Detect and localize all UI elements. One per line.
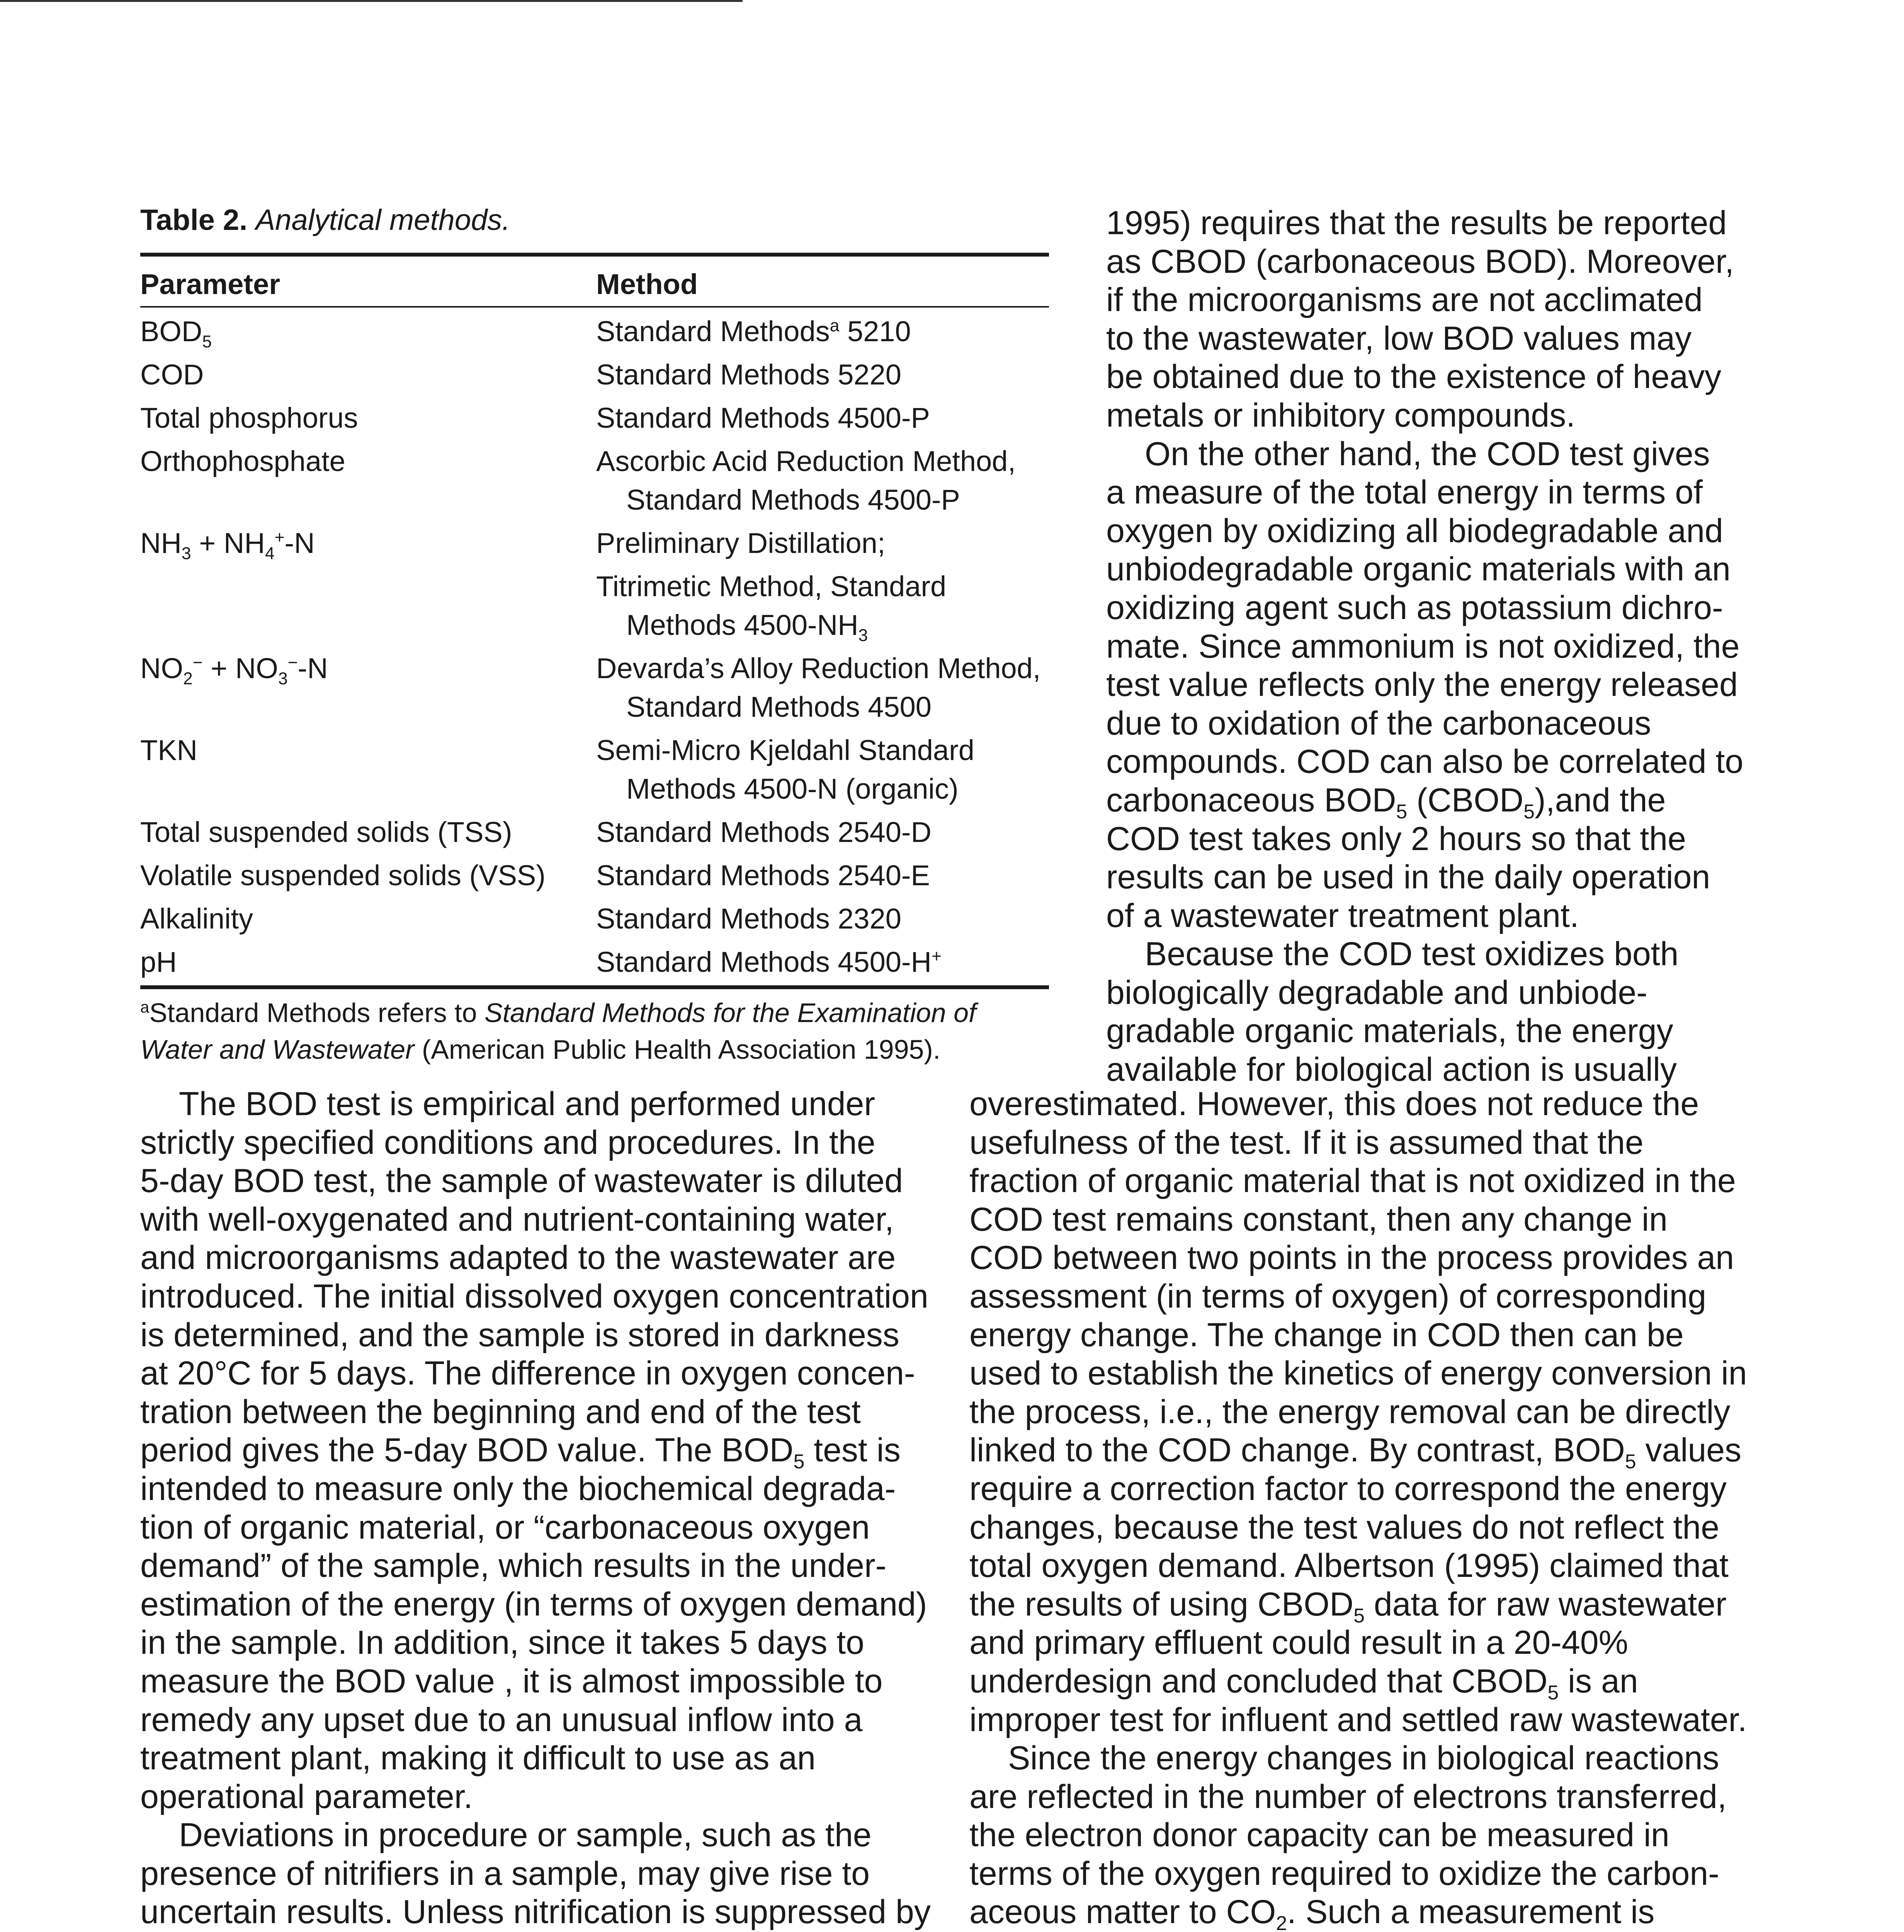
text-line: gradable organic materials, the energy (1106, 1012, 1673, 1050)
text-line: underdesign and concluded that $CBOD_5$ is an (969, 1662, 1638, 1704)
text-line: a measure of the total energy in terms of (1106, 474, 1703, 511)
table-row: Total phosphorus Standard Methods 4500-P (140, 402, 930, 434)
text-line: mate. Since ammonium is not oxidized, the (1106, 628, 1740, 665)
text-line: Because the COD test oxidizes both (1145, 935, 1679, 973)
table-row: Alkalinity Standard Methods 2320 (140, 903, 901, 935)
text-line: as CBOD (carbonaceous BOD). Moreover, (1106, 243, 1734, 280)
text-line: is determined, and the sample is stored in darkness (140, 1316, 899, 1354)
text-line: require a correction factor to correspond the energy (969, 1470, 1727, 1507)
text-line: oxidizing agent such as potassium dichro- (1106, 589, 1723, 626)
text-line: 1995) requires that the results be reported (1106, 204, 1727, 242)
right-column-top-text (1106, 204, 1743, 1089)
text-line: the process, i.e., the energy removal can be directly (969, 1393, 1731, 1430)
text-line: changes, because the test values do not reflect the (969, 1509, 1720, 1546)
text-line: overestimated. However, this does not reduce the (969, 1085, 1699, 1122)
text-line: 5-day BOD test, the sample of wastewater is diluted (140, 1162, 903, 1200)
text-line: usefulness of the test. If it is assumed that the (969, 1124, 1644, 1161)
text-line: at 20°C for 5 days. The difference in oxygen concen- (140, 1355, 915, 1392)
text-line: measure the BOD value , it is almost impossible to (140, 1662, 883, 1700)
text-line: tion of organic material, or “carbonaceous oxygen (140, 1509, 870, 1546)
table-bottom-rule (140, 985, 1049, 989)
text-line: estimation of the energy (in terms of oxygen demand) (140, 1585, 927, 1623)
text-line: used to establish the kinetics of energy conversion in (969, 1355, 1747, 1392)
text-line: results can be used in the daily operation (1106, 859, 1710, 896)
table-row: $NO_2^- + NO_3^--N$ Devarda’s Alloy Reduction Method, Standard Methods 4500 (140, 652, 1041, 723)
text-line: total oxygen demand. Albertson (1995) claimed that (969, 1547, 1729, 1585)
text-line: aceous matter to $CO_2$. Such a measurement is (969, 1893, 1655, 1932)
text-line: intended to measure only the biochemical degrada- (140, 1470, 896, 1507)
text-line: the results of using $CBOD_5$ data for raw wastewater (969, 1585, 1727, 1627)
text-line: improper test for influent and settled raw wastewater. (969, 1701, 1747, 1738)
text-line: biologically degradable and unbiode- (1106, 974, 1647, 1011)
text-line: of a wastewater treatment plant. (1106, 897, 1579, 934)
text-line: are reflected in the number of electrons transferred, (969, 1778, 1727, 1815)
text-line: with well-oxygenated and nutrient-containing water, (140, 1201, 894, 1238)
table-row: $NH_3 + NH_4^+-N$ Preliminary Distillation; (140, 527, 886, 563)
table-row: Total suspended solids (TSS) Standard Methods 2540-D (140, 816, 932, 848)
text-line: Deviations in procedure or sample, such as the (179, 1816, 872, 1854)
text-line: COD between two points in the process provides an (969, 1239, 1734, 1277)
text-line: metals or inhibitory compounds. (1106, 396, 1576, 434)
table-2 (140, 201, 1049, 1068)
header-parameter: Parameter (140, 268, 280, 300)
text-line: in the sample. In addition, since it takes 5 days to (140, 1624, 864, 1662)
text-line: On the other hand, the COD test gives (1145, 435, 1710, 473)
text-line: introduced. The initial dissolved oxygen concentration (140, 1277, 928, 1315)
text-line: COD test takes only 2 hours so that the (1106, 820, 1686, 857)
text-line: be obtained due to the existence of heavy (1106, 358, 1722, 396)
text-line: if the microorganisms are not acclimated (1106, 281, 1703, 319)
text-line: and primary effluent could result in a 20-40% (969, 1624, 1629, 1662)
text-line: uncertain results. Unless nitrification is suppressed by (140, 1893, 931, 1931)
text-line: energy change. The change in COD then can be (969, 1316, 1684, 1354)
text-line: presence of nitrifiers in a sample, may give rise to (140, 1855, 870, 1892)
top-border-line (0, 0, 743, 2)
table-row: TKN Semi-Micro Kjeldahl Standard Methods 4500-N (organic) (140, 734, 974, 805)
table-row: $BOD_5$ Standard Methods$^a$ 5210 (140, 315, 911, 351)
text-line: treatment plant, making it difficult to use as an (140, 1740, 816, 1777)
right-column-text (969, 1085, 1747, 1932)
table-row: Titrimetic Method, Standard Methods $4500-NH_3$ (596, 570, 947, 645)
text-line: fraction of organic material that is not oxidized in the (969, 1162, 1736, 1200)
left-column-text (140, 1085, 931, 1932)
table-row: Volatile suspended solids (VSS) Standard Methods 2540-E (140, 859, 930, 891)
text-line: to the wastewater, low BOD values may (1106, 320, 1692, 357)
text-line: tration between the beginning and end of the test (140, 1393, 861, 1430)
text-line: period gives the 5-day BOD value. The $BOD_5$ test is (140, 1432, 901, 1473)
text-line: assessment (in terms of oxygen) of corresponding (969, 1277, 1707, 1315)
text-line: unbiodegradable organic materials with an (1106, 551, 1731, 588)
text-line: available for biological action is usually (1106, 1051, 1677, 1088)
text-line: oxygen by oxidizing all biodegradable and (1106, 512, 1723, 549)
text-line: operational parameter. (140, 1778, 473, 1815)
text-line: Since the energy changes in biological reactions (1008, 1740, 1719, 1777)
text-line: and microorganisms adapted to the wastewater are (140, 1239, 896, 1277)
table-row: COD Standard Methods 5220 (140, 359, 901, 391)
text-line: due to oxidation of the carbonaceous (1106, 704, 1651, 742)
text-line: The BOD test is empirical and performed under (179, 1085, 876, 1122)
text-line: remedy any upset due to an unusual inflow into a (140, 1701, 863, 1738)
table-footnote: $^a$Standard Methods refers to Standard Methods for the Examination of Water and Wastewater (American Public Health Association 1995). (140, 998, 976, 1065)
text-line: the electron donor capacity can be measured in (969, 1816, 1669, 1854)
methods-table (140, 257, 1049, 981)
text-line: demand” of the sample, which results in the under- (140, 1547, 887, 1585)
text-line: carbonaceous $BOD_5$ $(CBOD_5),and$ the (1106, 781, 1666, 823)
text-line: terms of the oxygen required to oxidize the carbon- (969, 1855, 1719, 1892)
table-row: Orthophosphate Ascorbic Acid Reduction Method, Standard Methods 4500-P (140, 445, 1016, 516)
header-method: Method (596, 268, 698, 300)
table-top-rule (140, 253, 1049, 257)
table-caption: Table 2. Analytical methods. (140, 204, 510, 236)
table-header-row (140, 257, 1049, 304)
text-line: strictly specified conditions and procedures. In the (140, 1124, 876, 1161)
text-line: linked to the COD change. By contrast, $BOD_5$ values (969, 1432, 1742, 1473)
text-line: test value reflects only the energy released (1106, 666, 1738, 704)
text-line: COD test remains constant, then any change in (969, 1201, 1668, 1238)
table-row: pH Standard Methods 4500-H+ (140, 946, 942, 978)
text-line: compounds. COD can also be correlated to (1106, 743, 1744, 781)
